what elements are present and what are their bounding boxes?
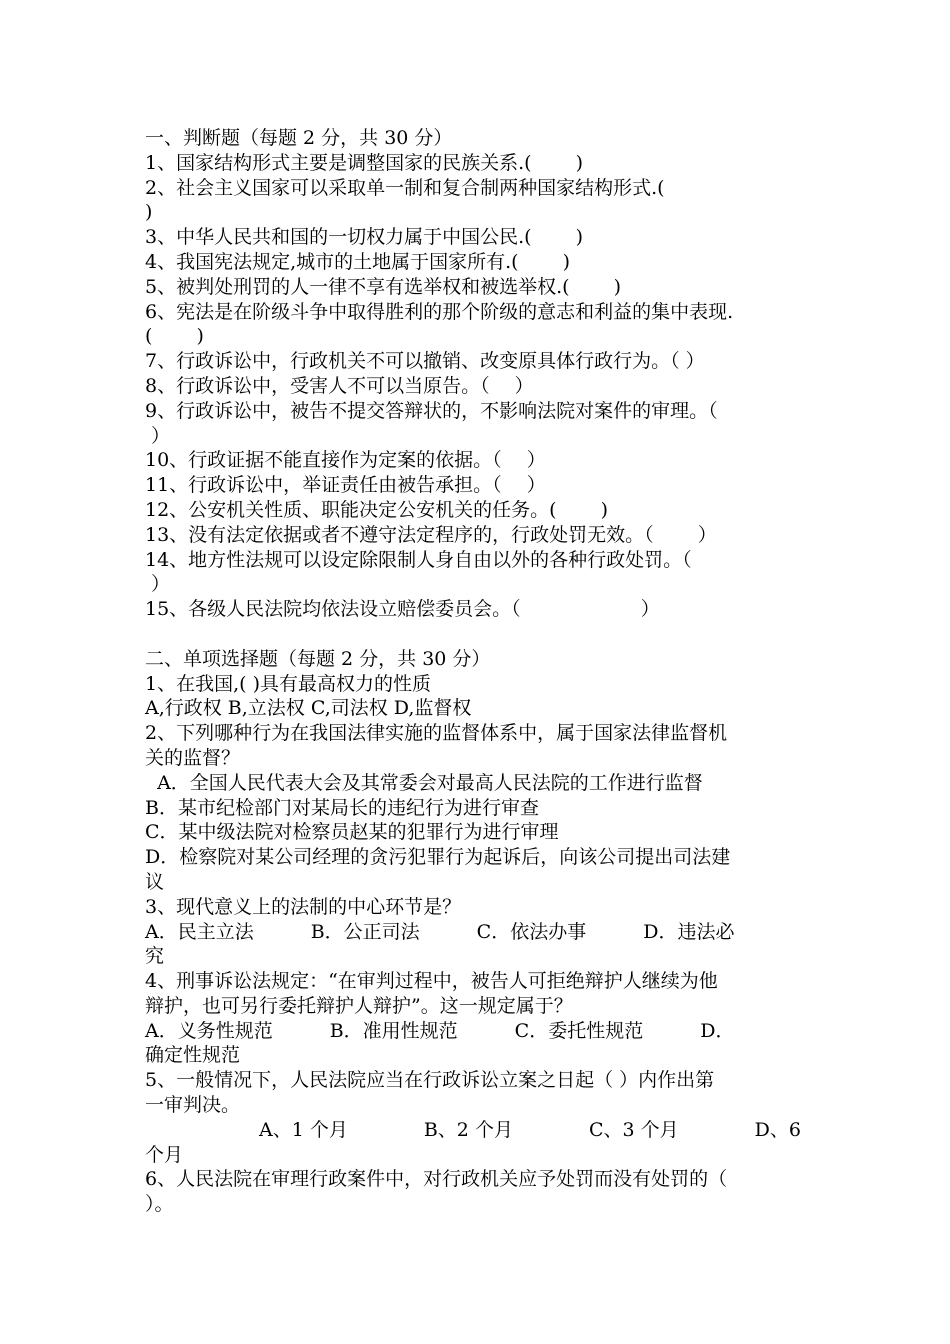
question-line: A．义务性规范 B．准用性规范 C．委托性规范 D．: [145, 1019, 735, 1042]
question-line: 4、刑事诉讼法规定：“在审判过程中，被告人可拒绝辩护人继续为他: [145, 970, 718, 993]
question-line: 3、中华人民共和国的一切权力属于中国公民.( ): [145, 226, 583, 249]
question-line: A,行政权 B,立法权 C,司法权 D,监督权: [145, 697, 472, 720]
question-line: ）: [145, 573, 171, 596]
question-line: D．检察院对某公司经理的贪污犯罪行为起诉后，向该公司提出司法建: [145, 846, 731, 869]
question-line: 1、国家结构形式主要是调整国家的民族关系.( ): [145, 151, 583, 174]
question-line: 5、被判处刑罚的人一律不享有选举权和被选举权.( ): [145, 275, 621, 298]
multiple-choice-questions: [145, 672, 825, 1218]
question-line: 10、行政证据不能直接作为定案的依据。（ ）: [145, 449, 546, 472]
question-line: 12、公安机关性质、职能决定公安机关的任务。( ): [145, 498, 609, 521]
question-line: 辩护，也可另行委托辩护人辩护”。这一规定属于？: [145, 994, 573, 1017]
question-line: B．某市纪检部门对某局长的违纪行为进行审查: [145, 796, 539, 819]
section-spacer: [145, 622, 825, 647]
question-line: 6、宪法是在阶级斗争中取得胜利的那个阶级的意志和利益的集中表现.: [145, 300, 734, 323]
question-line: 9、行政诉讼中，被告不提交答辩状的，不影响法院对案件的审理。（: [145, 399, 718, 422]
question-line: 13、没有法定依据或者不遵守法定程序的，行政处罚无效。（ ）: [145, 523, 717, 546]
section-title: 二、单项选择题（每题 2 分，共 30 分）: [145, 647, 491, 670]
question-line: 3、现代意义上的法制的中心环节是？: [145, 895, 462, 918]
question-line: 4、我国宪法规定,城市的土地属于国家所有.( ): [145, 250, 571, 273]
question-line: 7、行政诉讼中，行政机关不可以撤销、改变原具体行政行为。（ ）: [145, 350, 705, 373]
question-line: 1、在我国,( )具有最高权力的性质: [145, 672, 431, 695]
question-line: 6、人民法院在审理行政案件中，对行政机关应予处罚而没有处罚的（: [145, 1168, 728, 1191]
question-line: 确定性规范: [145, 1044, 241, 1067]
question-line: 议: [145, 870, 165, 893]
question-line: ): [145, 201, 153, 224]
question-line: 个月: [145, 1143, 184, 1166]
question-line: ）: [145, 424, 171, 447]
question-line: 2、下列哪种行为在我国法律实施的监督体系中，属于国家法律监督机: [145, 722, 728, 745]
question-line: 究: [145, 945, 165, 968]
question-line: A．民主立法 B．公正司法 C．依法办事 D．违法必: [145, 920, 735, 943]
question-line: 15、各级人民法院均依法设立赔偿委员会。（ ）: [145, 598, 660, 621]
question-line: 11、行政诉讼中，举证责任由被告承担。（ ）: [145, 474, 546, 497]
question-line: 2、社会主义国家可以采取单一制和复合制两种国家结构形式.(: [145, 176, 665, 199]
question-line: 5、一般情况下，人民法院应当在行政诉讼立案之日起（ ）内作出第: [145, 1069, 715, 1092]
question-line: 14、地方性法规可以设定除限制人身自由以外的各种行政处罚。（: [145, 548, 692, 571]
document-body: [145, 126, 825, 1217]
section-title: 一、判断题（每题 2 分，共 30 分）: [145, 127, 453, 149]
question-line: A．全国人民代表大会及其常委会对最高人民法院的工作进行监督: [145, 771, 703, 794]
true-false-questions: [145, 151, 825, 622]
question-line: 一审判决。: [145, 1094, 241, 1117]
question-line: ( ): [145, 325, 204, 348]
question-line: 8、行政诉讼中，受害人不可以当原告。（ ）: [145, 374, 534, 397]
question-line: C．某中级法院对检察员赵某的犯罪行为进行审理: [145, 821, 559, 844]
question-line: ）。: [145, 1193, 174, 1216]
question-line: 关的监督？: [145, 746, 241, 769]
question-line: A、1 个月 B、2 个月 C、3 个月 D、6: [145, 1118, 801, 1141]
